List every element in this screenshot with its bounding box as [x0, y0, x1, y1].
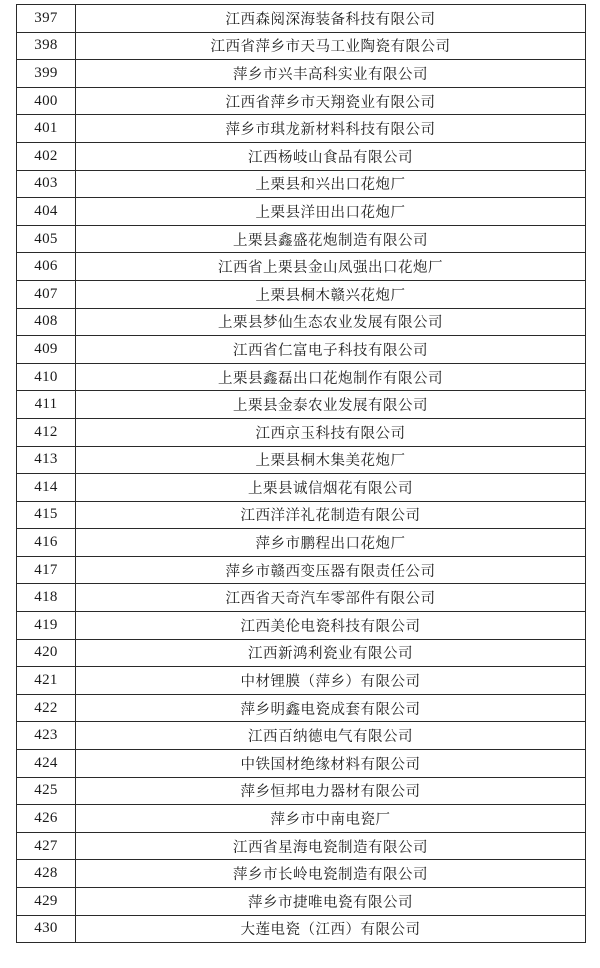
table-row: [17, 556, 586, 584]
document-page: [16, 4, 586, 943]
row-number: 402: [17, 142, 76, 170]
company-name: 江西美伦电瓷科技有限公司: [76, 612, 586, 640]
table-row: [17, 115, 586, 143]
company-name: 上栗县诚信烟花有限公司: [76, 474, 586, 502]
company-name: 江西森阅深海装备科技有限公司: [76, 5, 586, 33]
row-number: 422: [17, 694, 76, 722]
table-row: [17, 474, 586, 502]
table-row: [17, 722, 586, 750]
row-number: 399: [17, 60, 76, 88]
company-name: 萍乡市捷唯电瓷有限公司: [76, 888, 586, 916]
table-row: [17, 750, 586, 778]
company-name: 上栗县鑫磊出口花炮制作有限公司: [76, 363, 586, 391]
table-row: [17, 805, 586, 833]
table-row: [17, 198, 586, 226]
company-name: 江西百纳德电气有限公司: [76, 722, 586, 750]
company-name: 萍乡明鑫电瓷成套有限公司: [76, 694, 586, 722]
row-number: 426: [17, 805, 76, 833]
company-name: 江西京玉科技有限公司: [76, 418, 586, 446]
table-row: [17, 170, 586, 198]
company-name: 萍乡市鹏程出口花炮厂: [76, 529, 586, 557]
company-name: 萍乡市赣西变压器有限责任公司: [76, 556, 586, 584]
table-row: [17, 5, 586, 33]
row-number: 404: [17, 198, 76, 226]
company-name: 中铁国材绝缘材料有限公司: [76, 750, 586, 778]
company-list-body: [17, 5, 586, 943]
row-number: 412: [17, 418, 76, 446]
row-number: 416: [17, 529, 76, 557]
table-row: [17, 363, 586, 391]
row-number: 400: [17, 87, 76, 115]
table-row: [17, 888, 586, 916]
company-name: 萍乡市中南电瓷厂: [76, 805, 586, 833]
row-number: 428: [17, 860, 76, 888]
company-name: 大莲电瓷（江西）有限公司: [76, 915, 586, 943]
company-name: 萍乡市长岭电瓷制造有限公司: [76, 860, 586, 888]
company-name: 江西省萍乡市天马工业陶瓷有限公司: [76, 32, 586, 60]
table-row: [17, 667, 586, 695]
table-row: [17, 225, 586, 253]
table-row: [17, 832, 586, 860]
company-name: 江西洋洋礼花制造有限公司: [76, 501, 586, 529]
row-number: 397: [17, 5, 76, 33]
row-number: 430: [17, 915, 76, 943]
company-name: 江西新鸿利瓷业有限公司: [76, 639, 586, 667]
company-name: 上栗县梦仙生态农业发展有限公司: [76, 308, 586, 336]
table-row: [17, 60, 586, 88]
row-number: 415: [17, 501, 76, 529]
row-number: 429: [17, 888, 76, 916]
table-row: [17, 418, 586, 446]
row-number: 406: [17, 253, 76, 281]
table-row: [17, 391, 586, 419]
row-number: 419: [17, 612, 76, 640]
table-row: [17, 336, 586, 364]
company-name: 萍乡恒邦电力器材有限公司: [76, 777, 586, 805]
company-name: 萍乡市琪龙新材料科技有限公司: [76, 115, 586, 143]
table-row: [17, 32, 586, 60]
company-name: 江西省仁富电子科技有限公司: [76, 336, 586, 364]
company-name: 江西省萍乡市天翔瓷业有限公司: [76, 87, 586, 115]
table-row: [17, 142, 586, 170]
row-number: 410: [17, 363, 76, 391]
table-row: [17, 253, 586, 281]
table-row: [17, 777, 586, 805]
table-row: [17, 87, 586, 115]
table-row: [17, 612, 586, 640]
company-name: 江西杨岐山食品有限公司: [76, 142, 586, 170]
row-number: 407: [17, 280, 76, 308]
row-number: 418: [17, 584, 76, 612]
company-name: 上栗县和兴出口花炮厂: [76, 170, 586, 198]
company-name: 上栗县桐木集美花炮厂: [76, 446, 586, 474]
row-number: 425: [17, 777, 76, 805]
table-row: [17, 860, 586, 888]
row-number: 423: [17, 722, 76, 750]
row-number: 427: [17, 832, 76, 860]
table-row: [17, 529, 586, 557]
table-row: [17, 694, 586, 722]
row-number: 420: [17, 639, 76, 667]
row-number: 414: [17, 474, 76, 502]
table-row: [17, 584, 586, 612]
row-number: 403: [17, 170, 76, 198]
company-name: 上栗县洋田出口花炮厂: [76, 198, 586, 226]
company-name: 江西省星海电瓷制造有限公司: [76, 832, 586, 860]
row-number: 409: [17, 336, 76, 364]
company-name: 上栗县金泰农业发展有限公司: [76, 391, 586, 419]
row-number: 421: [17, 667, 76, 695]
table-row: [17, 639, 586, 667]
company-name: 江西省天奇汽车零部件有限公司: [76, 584, 586, 612]
row-number: 424: [17, 750, 76, 778]
row-number: 417: [17, 556, 76, 584]
table-row: [17, 915, 586, 943]
company-name: 萍乡市兴丰高科实业有限公司: [76, 60, 586, 88]
company-name: 中材锂膜（萍乡）有限公司: [76, 667, 586, 695]
row-number: 408: [17, 308, 76, 336]
row-number: 398: [17, 32, 76, 60]
company-name: 江西省上栗县金山凤强出口花炮厂: [76, 253, 586, 281]
table-row: [17, 501, 586, 529]
row-number: 413: [17, 446, 76, 474]
company-name: 上栗县鑫盛花炮制造有限公司: [76, 225, 586, 253]
company-list-table: [16, 4, 586, 943]
table-row: [17, 280, 586, 308]
row-number: 405: [17, 225, 76, 253]
company-name: 上栗县桐木赣兴花炮厂: [76, 280, 586, 308]
table-row: [17, 308, 586, 336]
row-number: 401: [17, 115, 76, 143]
row-number: 411: [17, 391, 76, 419]
table-row: [17, 446, 586, 474]
